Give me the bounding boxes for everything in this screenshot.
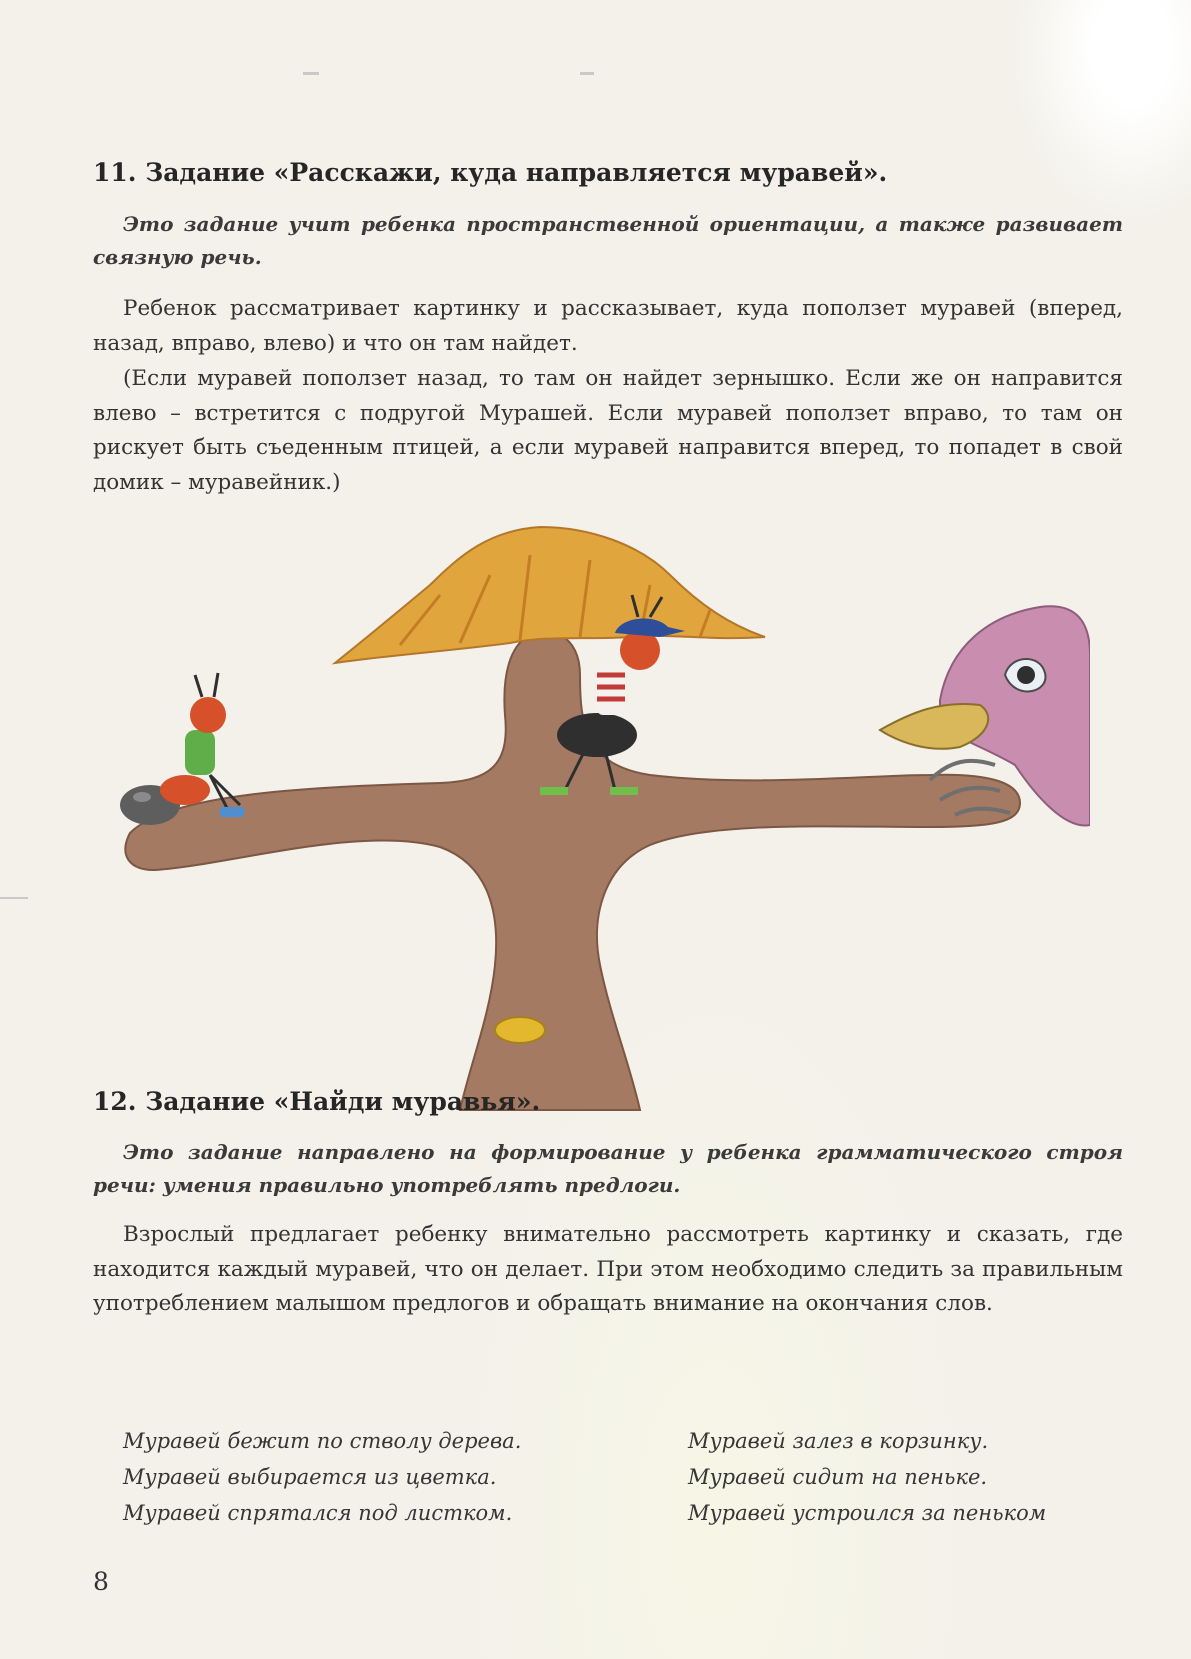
task-12-paragraph: Взрослый предлагает ребенку внимательно рассмотреть картинку и сказать, где находится каждый муравей, что он делает. При этом необходимо следить за правильным употреблением малышом предлогов и обращать внимание на окончания слов. [93,1222,1123,1316]
crossroads-path [125,631,1020,1110]
ant-crossroads-illustration [110,525,1090,1115]
task-11-intro: Это задание учит ребенка пространственной ориентации, а также развивает связную речь. [93,212,1123,269]
scan-mark-top [303,72,319,75]
example-sentence: Муравей спрятался под листком. [123,1501,513,1525]
ant-friend-icon [160,673,244,817]
seed-icon [495,1017,545,1043]
example-sentence: Муравей выбирается из цветка. [123,1465,497,1489]
task-11-paragraph-1: Ребенок рассматривает картинку и рассказывает, куда поползет муравей (вперед, назад, вправо, влево) и что он там найдет. [93,296,1123,356]
task-11-title: 11. Задание «Расскажи, куда направляется муравей». [93,158,888,187]
page-number: 8 [93,1567,109,1596]
scan-mark-top-2 [580,72,594,75]
task-11-paragraph-2: (Если муравей поползет назад, то там он найдет зернышко. Если же он направится влево – встретится с подругой Мурашей. Если муравей поползет вправо, то там он рискует быть съеденным птицей, а если муравей направится вперед, то попадет в свой домик – муравейник.) [93,366,1123,495]
example-sentences [123,1424,1123,1530]
example-sentence: Муравей залез в корзинку. [688,1429,989,1453]
task-12-intro: Это задание направлено на формирование у ребенка грамматического строя речи: умения правильно употреблять предлоги. [93,1140,1123,1197]
task-12-title: 12. Задание «Найди муравья». [93,1087,541,1116]
example-sentence: Муравей сидит на пеньке. [688,1465,988,1489]
example-sentence: Муравей бежит по стволу дерева. [123,1429,522,1453]
scan-mark-left [0,897,28,899]
example-sentence: Муравей устроился за пеньком [688,1501,1047,1525]
